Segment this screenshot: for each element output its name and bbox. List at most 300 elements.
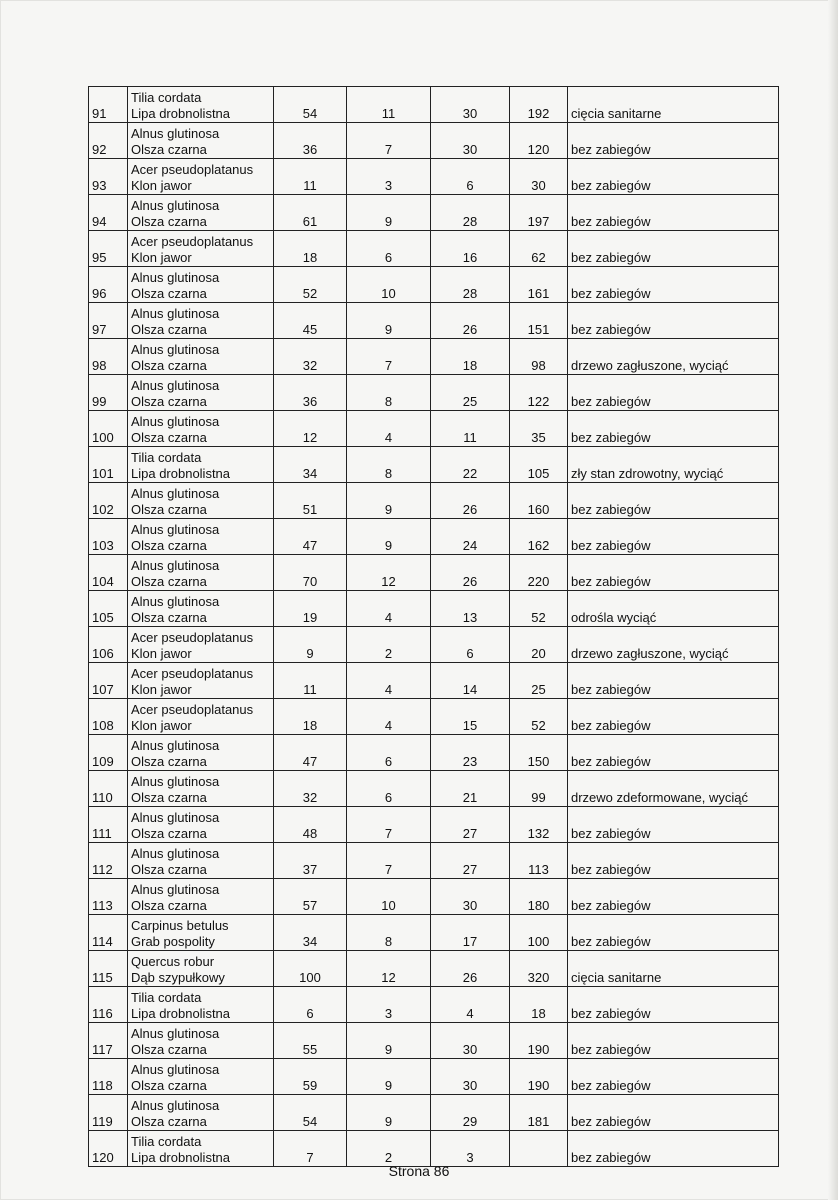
tree-number: 105 [89,591,128,627]
table-row [89,915,779,951]
value-2: 10 [347,879,431,915]
value-1: 11 [274,159,347,195]
tree-number: 103 [89,519,128,555]
value-3: 22 [431,447,510,483]
polish-name: Olsza czarna [131,430,207,445]
polish-name: Olsza czarna [131,214,207,229]
value-3: 14 [431,663,510,699]
latin-name: Alnus glutinosa [131,558,220,573]
table-row [89,195,779,231]
value-1: 59 [274,1059,347,1095]
value-2: 9 [347,1059,431,1095]
treatment-note: drzewo zagłuszone, wyciąć [568,339,779,375]
latin-name: Alnus glutinosa [131,1098,220,1113]
table-row [89,231,779,267]
value-2: 4 [347,699,431,735]
value-2: 7 [347,807,431,843]
table-row [89,87,779,123]
tree-number: 100 [89,411,128,447]
value-4 [510,1131,568,1167]
latin-name: Alnus glutinosa [131,1026,220,1041]
value-1: 100 [274,951,347,987]
value-2: 8 [347,375,431,411]
species-cell [128,951,274,987]
species-cell [128,1023,274,1059]
value-2: 7 [347,123,431,159]
table-row [89,375,779,411]
latin-name: Alnus glutinosa [131,342,220,357]
treatment-note: bez zabiegów [568,699,779,735]
value-1: 52 [274,267,347,303]
species-cell [128,447,274,483]
value-3: 28 [431,195,510,231]
species-cell [128,1059,274,1095]
table-row [89,303,779,339]
latin-name: Tilia cordata [131,990,202,1005]
tree-number: 107 [89,663,128,699]
tree-number: 117 [89,1023,128,1059]
tree-number: 113 [89,879,128,915]
species-cell [128,627,274,663]
value-1: 51 [274,483,347,519]
value-3: 26 [431,951,510,987]
value-4: 30 [510,159,568,195]
latin-name: Alnus glutinosa [131,486,220,501]
species-cell [128,519,274,555]
tree-number: 104 [89,555,128,591]
value-4: 18 [510,987,568,1023]
table-row [89,411,779,447]
value-4: 62 [510,231,568,267]
value-4: 20 [510,627,568,663]
treatment-note: bez zabiegów [568,267,779,303]
value-4: 190 [510,1059,568,1095]
polish-name: Lipa drobnolistna [131,1006,231,1021]
value-3: 30 [431,87,510,123]
species-cell [128,411,274,447]
value-4: 181 [510,1095,568,1131]
tree-number: 111 [89,807,128,843]
tree-number: 109 [89,735,128,771]
polish-name: Olsza czarna [131,1042,207,1057]
value-2: 4 [347,411,431,447]
latin-name: Alnus glutinosa [131,414,220,429]
table-row [89,447,779,483]
tree-number: 119 [89,1095,128,1131]
table-row [89,951,779,987]
latin-name: Tilia cordata [131,450,202,465]
treatment-note: bez zabiegów [568,375,779,411]
polish-name: Olsza czarna [131,574,207,589]
table-row [89,1059,779,1095]
tree-number: 96 [89,267,128,303]
value-2: 3 [347,159,431,195]
value-1: 18 [274,231,347,267]
value-3: 26 [431,483,510,519]
value-3: 17 [431,915,510,951]
value-4: 220 [510,555,568,591]
latin-name: Acer pseudoplatanus [131,234,254,249]
treatment-note: bez zabiegów [568,915,779,951]
value-2: 12 [347,555,431,591]
polish-name: Olsza czarna [131,358,207,373]
value-1: 34 [274,915,347,951]
value-4: 52 [510,699,568,735]
tree-number: 106 [89,627,128,663]
value-2: 3 [347,987,431,1023]
page-number: Strona 86 [388,1163,450,1179]
value-2: 7 [347,339,431,375]
value-1: 36 [274,375,347,411]
value-3: 4 [431,987,510,1023]
treatment-note: cięcia sanitarne [568,951,779,987]
latin-name: Alnus glutinosa [131,882,220,897]
latin-name: Alnus glutinosa [131,1062,220,1077]
polish-name: Olsza czarna [131,502,207,517]
value-4: 100 [510,915,568,951]
value-3: 15 [431,699,510,735]
value-2: 4 [347,591,431,627]
value-1: 32 [274,339,347,375]
species-cell [128,87,274,123]
polish-name: Dąb szypułkowy [131,970,225,985]
value-1: 7 [274,1131,347,1167]
value-1: 6 [274,987,347,1023]
latin-name: Acer pseudoplatanus [131,666,254,681]
treatment-note: bez zabiegów [568,1059,779,1095]
treatment-note: bez zabiegów [568,1095,779,1131]
tree-table-body [89,87,779,1167]
species-cell [128,483,274,519]
value-3: 24 [431,519,510,555]
value-3: 13 [431,591,510,627]
table-row [89,627,779,663]
polish-name: Olsza czarna [131,754,207,769]
table-row [89,699,779,735]
tree-number: 98 [89,339,128,375]
species-cell [128,735,274,771]
tree-number: 115 [89,951,128,987]
tree-number: 101 [89,447,128,483]
value-2: 12 [347,951,431,987]
treatment-note: bez zabiegów [568,303,779,339]
treatment-note: bez zabiegów [568,879,779,915]
value-4: 120 [510,123,568,159]
polish-name: Klon jawor [131,250,192,265]
polish-name: Olsza czarna [131,322,207,337]
table-row [89,987,779,1023]
value-3: 16 [431,231,510,267]
polish-name: Klon jawor [131,646,192,661]
species-cell [128,987,274,1023]
value-1: 47 [274,735,347,771]
value-1: 70 [274,555,347,591]
latin-name: Alnus glutinosa [131,522,220,537]
species-cell [128,843,274,879]
treatment-note: bez zabiegów [568,123,779,159]
table-row [89,267,779,303]
table-row [89,735,779,771]
polish-name: Olsza czarna [131,394,207,409]
polish-name: Klon jawor [131,682,192,697]
polish-name: Klon jawor [131,178,192,193]
polish-name: Olsza czarna [131,538,207,553]
value-3: 27 [431,807,510,843]
value-3: 27 [431,843,510,879]
polish-name: Lipa drobnolistna [131,1150,231,1165]
tree-number: 91 [89,87,128,123]
polish-name: Olsza czarna [131,898,207,913]
polish-name: Olsza czarna [131,862,207,877]
value-3: 23 [431,735,510,771]
treatment-note: bez zabiegów [568,159,779,195]
value-4: 197 [510,195,568,231]
latin-name: Alnus glutinosa [131,846,220,861]
table-row [89,879,779,915]
tree-inventory-table [88,86,779,1167]
latin-name: Alnus glutinosa [131,738,220,753]
value-2: 10 [347,267,431,303]
value-3: 29 [431,1095,510,1131]
value-1: 37 [274,843,347,879]
species-cell [128,375,274,411]
value-3: 30 [431,879,510,915]
polish-name: Lipa drobnolistna [131,106,231,121]
tree-number: 102 [89,483,128,519]
latin-name: Alnus glutinosa [131,810,220,825]
value-3: 30 [431,1059,510,1095]
latin-name: Acer pseudoplatanus [131,702,254,717]
latin-name: Acer pseudoplatanus [131,630,254,645]
table-row [89,771,779,807]
value-4: 320 [510,951,568,987]
tree-number: 97 [89,303,128,339]
species-cell [128,267,274,303]
tree-number: 108 [89,699,128,735]
value-1: 61 [274,195,347,231]
tree-number: 95 [89,231,128,267]
value-1: 11 [274,663,347,699]
species-cell [128,663,274,699]
tree-number: 94 [89,195,128,231]
table-row [89,519,779,555]
treatment-note: bez zabiegów [568,735,779,771]
value-2: 2 [347,1131,431,1167]
species-cell [128,159,274,195]
value-1: 48 [274,807,347,843]
value-3: 28 [431,267,510,303]
treatment-note: bez zabiegów [568,231,779,267]
treatment-note: bez zabiegów [568,1023,779,1059]
tree-number: 116 [89,987,128,1023]
tree-number: 93 [89,159,128,195]
value-1: 34 [274,447,347,483]
treatment-note: drzewo zdeformowane, wyciąć [568,771,779,807]
value-2: 9 [347,195,431,231]
value-4: 35 [510,411,568,447]
latin-name: Tilia cordata [131,1134,202,1149]
latin-name: Alnus glutinosa [131,270,220,285]
species-cell [128,555,274,591]
polish-name: Olsza czarna [131,826,207,841]
table-row [89,1131,779,1167]
value-2: 11 [347,87,431,123]
page-edge-shadow [828,0,838,1200]
polish-name: Lipa drobnolistna [131,466,231,481]
value-4: 132 [510,807,568,843]
value-3: 6 [431,627,510,663]
value-4: 25 [510,663,568,699]
latin-name: Alnus glutinosa [131,198,220,213]
polish-name: Olsza czarna [131,142,207,157]
value-3: 30 [431,1023,510,1059]
treatment-note: bez zabiegów [568,519,779,555]
treatment-note: bez zabiegów [568,987,779,1023]
value-3: 30 [431,123,510,159]
value-3: 18 [431,339,510,375]
tree-number: 118 [89,1059,128,1095]
species-cell [128,231,274,267]
latin-name: Alnus glutinosa [131,126,220,141]
tree-number: 92 [89,123,128,159]
value-2: 8 [347,915,431,951]
tree-number: 112 [89,843,128,879]
species-cell [128,771,274,807]
table-row [89,555,779,591]
treatment-note: bez zabiegów [568,663,779,699]
species-cell [128,591,274,627]
value-4: 162 [510,519,568,555]
treatment-note: bez zabiegów [568,555,779,591]
value-4: 180 [510,879,568,915]
value-1: 9 [274,627,347,663]
species-cell [128,807,274,843]
value-2: 7 [347,843,431,879]
polish-name: Klon jawor [131,718,192,733]
value-2: 9 [347,519,431,555]
value-4: 52 [510,591,568,627]
treatment-note: cięcia sanitarne [568,87,779,123]
treatment-note: odrośla wyciąć [568,591,779,627]
latin-name: Carpinus betulus [131,918,229,933]
table-row [89,807,779,843]
value-4: 99 [510,771,568,807]
species-cell [128,1095,274,1131]
value-1: 54 [274,87,347,123]
value-1: 57 [274,879,347,915]
value-1: 54 [274,1095,347,1131]
species-cell [128,699,274,735]
value-1: 45 [274,303,347,339]
table-row [89,663,779,699]
tree-number: 120 [89,1131,128,1167]
table-row [89,1095,779,1131]
polish-name: Olsza czarna [131,1114,207,1129]
species-cell [128,195,274,231]
species-cell [128,303,274,339]
polish-name: Olsza czarna [131,790,207,805]
value-1: 18 [274,699,347,735]
value-2: 9 [347,483,431,519]
table-row [89,159,779,195]
value-3: 21 [431,771,510,807]
value-1: 12 [274,411,347,447]
table-row [89,123,779,159]
latin-name: Alnus glutinosa [131,306,220,321]
value-4: 98 [510,339,568,375]
value-4: 151 [510,303,568,339]
value-4: 161 [510,267,568,303]
tree-number: 110 [89,771,128,807]
table-row [89,843,779,879]
value-2: 9 [347,1095,431,1131]
value-3: 3 [431,1131,510,1167]
latin-name: Acer pseudoplatanus [131,162,254,177]
latin-name: Tilia cordata [131,90,202,105]
value-4: 190 [510,1023,568,1059]
species-cell [128,339,274,375]
species-cell [128,123,274,159]
polish-name: Olsza czarna [131,286,207,301]
value-2: 2 [347,627,431,663]
species-cell [128,1131,274,1167]
table-row [89,1023,779,1059]
value-3: 26 [431,303,510,339]
value-1: 36 [274,123,347,159]
value-4: 105 [510,447,568,483]
value-4: 160 [510,483,568,519]
value-4: 150 [510,735,568,771]
value-2: 9 [347,303,431,339]
treatment-note: bez zabiegów [568,1131,779,1167]
value-1: 32 [274,771,347,807]
value-2: 6 [347,231,431,267]
polish-name: Olsza czarna [131,1078,207,1093]
value-4: 192 [510,87,568,123]
value-2: 8 [347,447,431,483]
tree-number: 99 [89,375,128,411]
latin-name: Alnus glutinosa [131,378,220,393]
value-3: 25 [431,375,510,411]
table-row [89,591,779,627]
value-3: 11 [431,411,510,447]
treatment-note: bez zabiegów [568,843,779,879]
value-2: 6 [347,735,431,771]
value-1: 47 [274,519,347,555]
value-2: 9 [347,1023,431,1059]
tree-number: 114 [89,915,128,951]
treatment-note: bez zabiegów [568,411,779,447]
treatment-note: zły stan zdrowotny, wyciąć [568,447,779,483]
treatment-note: bez zabiegów [568,195,779,231]
value-1: 55 [274,1023,347,1059]
table-row [89,339,779,375]
treatment-note: bez zabiegów [568,807,779,843]
species-cell [128,879,274,915]
latin-name: Quercus robur [131,954,215,969]
treatment-note: bez zabiegów [568,483,779,519]
table-row [89,483,779,519]
value-4: 113 [510,843,568,879]
latin-name: Alnus glutinosa [131,594,220,609]
value-3: 26 [431,555,510,591]
species-cell [128,915,274,951]
latin-name: Alnus glutinosa [131,774,220,789]
polish-name: Grab pospolity [131,934,215,949]
value-3: 6 [431,159,510,195]
value-1: 19 [274,591,347,627]
polish-name: Olsza czarna [131,610,207,625]
